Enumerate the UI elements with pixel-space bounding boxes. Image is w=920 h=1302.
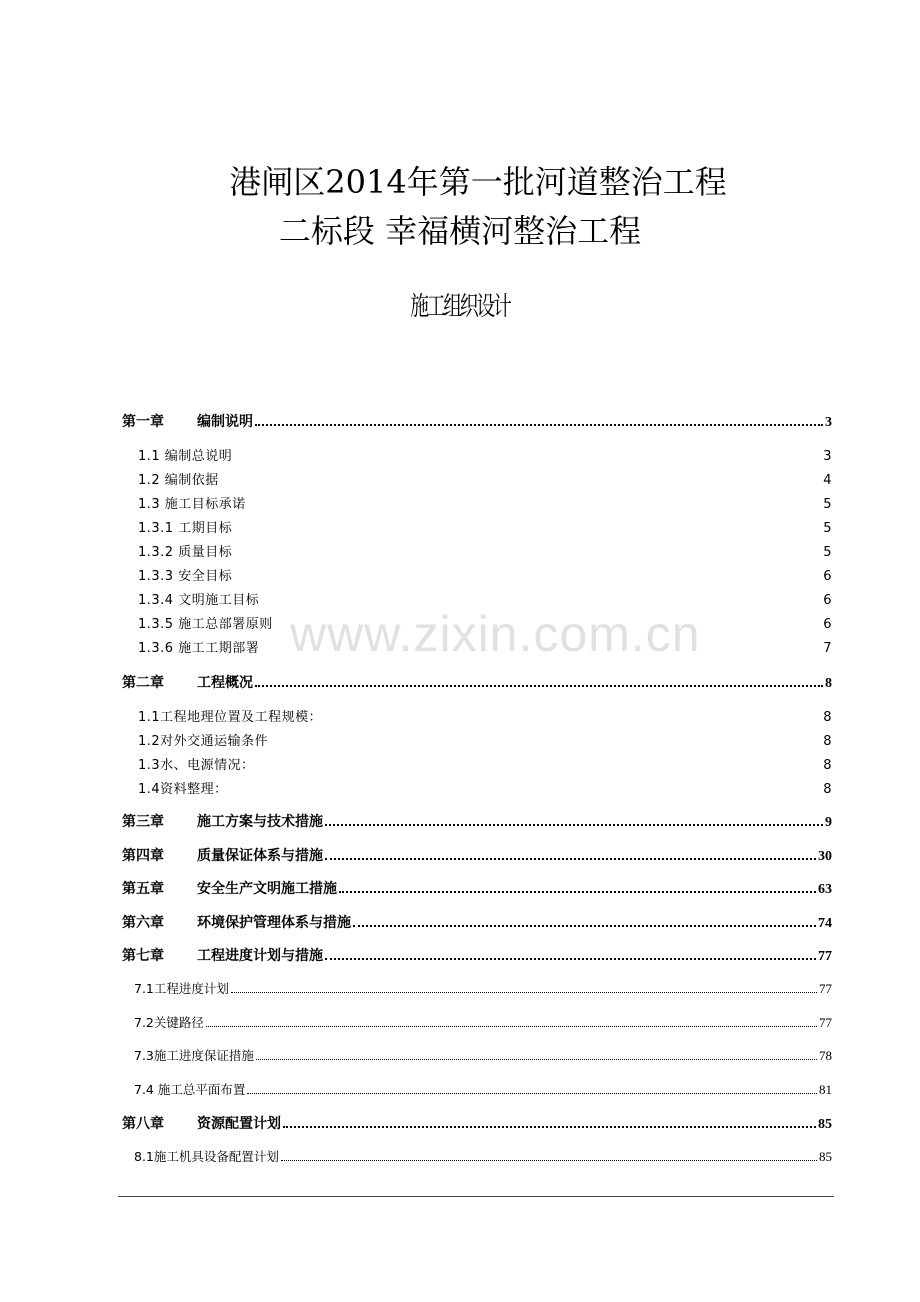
toc-chapter-2[interactable]: [122, 670, 832, 692]
page-number: 3: [823, 449, 832, 464]
entry-label: 1.1工程地理位置及工程规模：: [138, 710, 323, 725]
entry-label: 1.3.6 施工工期部署: [138, 641, 260, 656]
chapter-number: 第二章: [122, 675, 164, 691]
leader-dots: [238, 549, 817, 555]
leader-dots: [238, 573, 817, 579]
leader-dots: [265, 645, 817, 651]
entry-label: 1.3水、电源情况：: [138, 758, 255, 773]
toc-chapter-3[interactable]: [122, 809, 832, 831]
toc-entry-7-3[interactable]: [134, 1044, 832, 1064]
chapter-title: 工程进度计划与措施: [197, 948, 323, 964]
leader-dots: [274, 738, 817, 744]
page-number: 8: [823, 734, 832, 749]
page-number: 5: [823, 521, 832, 536]
page-number: 6: [823, 617, 832, 632]
chapter-title: 施工方案与技术措施: [197, 814, 323, 830]
toc-chapter-6[interactable]: [122, 910, 832, 932]
page-number: 7: [823, 641, 832, 656]
page-number: 63: [818, 882, 832, 897]
leader-dots: [328, 714, 817, 720]
toc-chapter-7[interactable]: [122, 943, 832, 965]
toc-entry-2-4[interactable]: [138, 777, 832, 797]
chapter-number: 第四章: [122, 848, 164, 864]
toc-chapter-8[interactable]: [122, 1111, 832, 1133]
page-number: 77: [819, 1015, 832, 1030]
leader-dots: [238, 525, 817, 531]
page-number: 81: [819, 1082, 832, 1097]
page-number: 6: [823, 593, 832, 608]
leader-dots: [283, 1120, 816, 1128]
toc-entry-7-4[interactable]: [134, 1078, 832, 1098]
chapter-number: 第五章: [122, 881, 164, 897]
page-number: 85: [818, 1117, 832, 1132]
page-number: 8: [823, 782, 832, 797]
entry-label: 7.2关键路径: [134, 1015, 204, 1030]
leader-dots: [255, 418, 823, 426]
entry-label: 1.3.3 安全目标: [138, 569, 233, 584]
page-number: 6: [823, 569, 832, 584]
toc-chapter-5[interactable]: [122, 876, 832, 898]
chapter-title: 质量保证体系与措施: [197, 848, 323, 864]
entry-label: 1.3.5 施工总部署原则: [138, 617, 273, 632]
page-number: 8: [823, 758, 832, 773]
leader-dots: [261, 762, 818, 768]
toc-entry-1-3-4[interactable]: [138, 588, 832, 608]
leader-dots: [225, 477, 817, 483]
leader-dots: [255, 679, 823, 687]
leader-dots: [325, 952, 816, 960]
chapter-number: 第六章: [122, 915, 164, 931]
chapter-title: 环境保护管理体系与措施: [197, 915, 351, 931]
chapter-title: 安全生产文明施工措施: [197, 881, 337, 897]
footer-rule: [118, 1196, 834, 1197]
toc-entry-1-3-5[interactable]: [138, 612, 832, 632]
leader-dots: [353, 919, 816, 927]
toc-entry-7-2[interactable]: [134, 1011, 832, 1031]
leader-dots: [325, 818, 823, 826]
entry-label: 1.1 编制总说明: [138, 449, 233, 464]
toc-entry-1-1[interactable]: [138, 444, 832, 464]
entry-label: 1.3.2 质量目标: [138, 545, 233, 560]
leader-dots: [325, 852, 816, 860]
chapter-number: 第三章: [122, 814, 164, 830]
toc-entry-8-1[interactable]: [134, 1145, 832, 1165]
entry-label: 8.1施工机具设备配置计划: [134, 1149, 279, 1164]
page-number: 77: [819, 981, 832, 996]
chapter-number: 第七章: [122, 948, 164, 964]
toc-entry-1-3-6[interactable]: [138, 636, 832, 656]
leader-dots: [231, 987, 817, 993]
entry-label: 1.2 编制依据: [138, 473, 219, 488]
page-number: 3: [825, 415, 832, 430]
page-number: 85: [819, 1149, 832, 1164]
toc-entry-1-3[interactable]: [138, 492, 832, 512]
leader-dots: [339, 885, 816, 893]
page-number: 8: [825, 676, 832, 691]
leader-dots: [281, 1155, 817, 1161]
leader-dots: [279, 621, 818, 627]
leader-dots: [252, 501, 817, 507]
chapter-title: 编制说明: [197, 414, 253, 430]
page-number: 9: [825, 815, 832, 830]
page-number: 5: [823, 497, 832, 512]
page-number: 78: [819, 1048, 832, 1063]
leader-dots: [265, 597, 817, 603]
entry-label: 1.3 施工目标承诺: [138, 497, 246, 512]
chapter-number: 第一章: [122, 414, 164, 430]
page-number: 74: [818, 916, 832, 931]
chapter-title: 资源配置计划: [197, 1116, 281, 1132]
entry-label: 1.3.4 文明施工目标: [138, 593, 260, 608]
entry-label: 1.3.1 工期目标: [138, 521, 233, 536]
leader-dots: [238, 453, 817, 459]
leader-dots: [247, 1088, 817, 1094]
toc-entry-1-2[interactable]: [138, 468, 832, 488]
entry-label: 7.3施工进度保证措施: [134, 1048, 254, 1063]
page-number: 77: [818, 949, 832, 964]
leader-dots: [234, 786, 818, 792]
toc-entry-2-2[interactable]: [138, 729, 832, 749]
entry-label: 1.2对外交通运输条件: [138, 734, 269, 749]
entry-label: 1.4资料整理：: [138, 782, 228, 797]
chapter-title: 工程概况: [197, 675, 253, 691]
document-title-line-2: 二标段 幸福横河整治工程: [278, 212, 642, 250]
toc-chapter-4[interactable]: [122, 843, 832, 865]
page-number: 30: [818, 849, 832, 864]
toc-entry-1-3-2[interactable]: [138, 540, 832, 560]
leader-dots: [206, 1021, 817, 1027]
toc-entry-7-1[interactable]: [134, 977, 832, 997]
leader-dots: [256, 1054, 817, 1060]
toc-entry-2-1[interactable]: [138, 705, 832, 725]
watermark: www.zixin.com.cn: [290, 606, 701, 662]
document-title-line-1: 港闸区2014年第一批河道整治工程: [229, 163, 727, 201]
page-number: 4: [823, 473, 832, 488]
toc-chapter-1[interactable]: [122, 409, 832, 431]
page-number: 5: [823, 545, 832, 560]
toc-entry-1-3-1[interactable]: [138, 516, 832, 536]
toc-entry-2-3[interactable]: [138, 753, 832, 773]
entry-label: 7.4 施工总平面布置: [134, 1082, 246, 1097]
document-subtitle: 施工组织设计: [410, 292, 510, 322]
chapter-number: 第八章: [122, 1116, 164, 1132]
page-number: 8: [823, 710, 832, 725]
toc-entry-1-3-3[interactable]: [138, 564, 832, 584]
entry-label: 7.1工程进度计划: [134, 981, 229, 996]
